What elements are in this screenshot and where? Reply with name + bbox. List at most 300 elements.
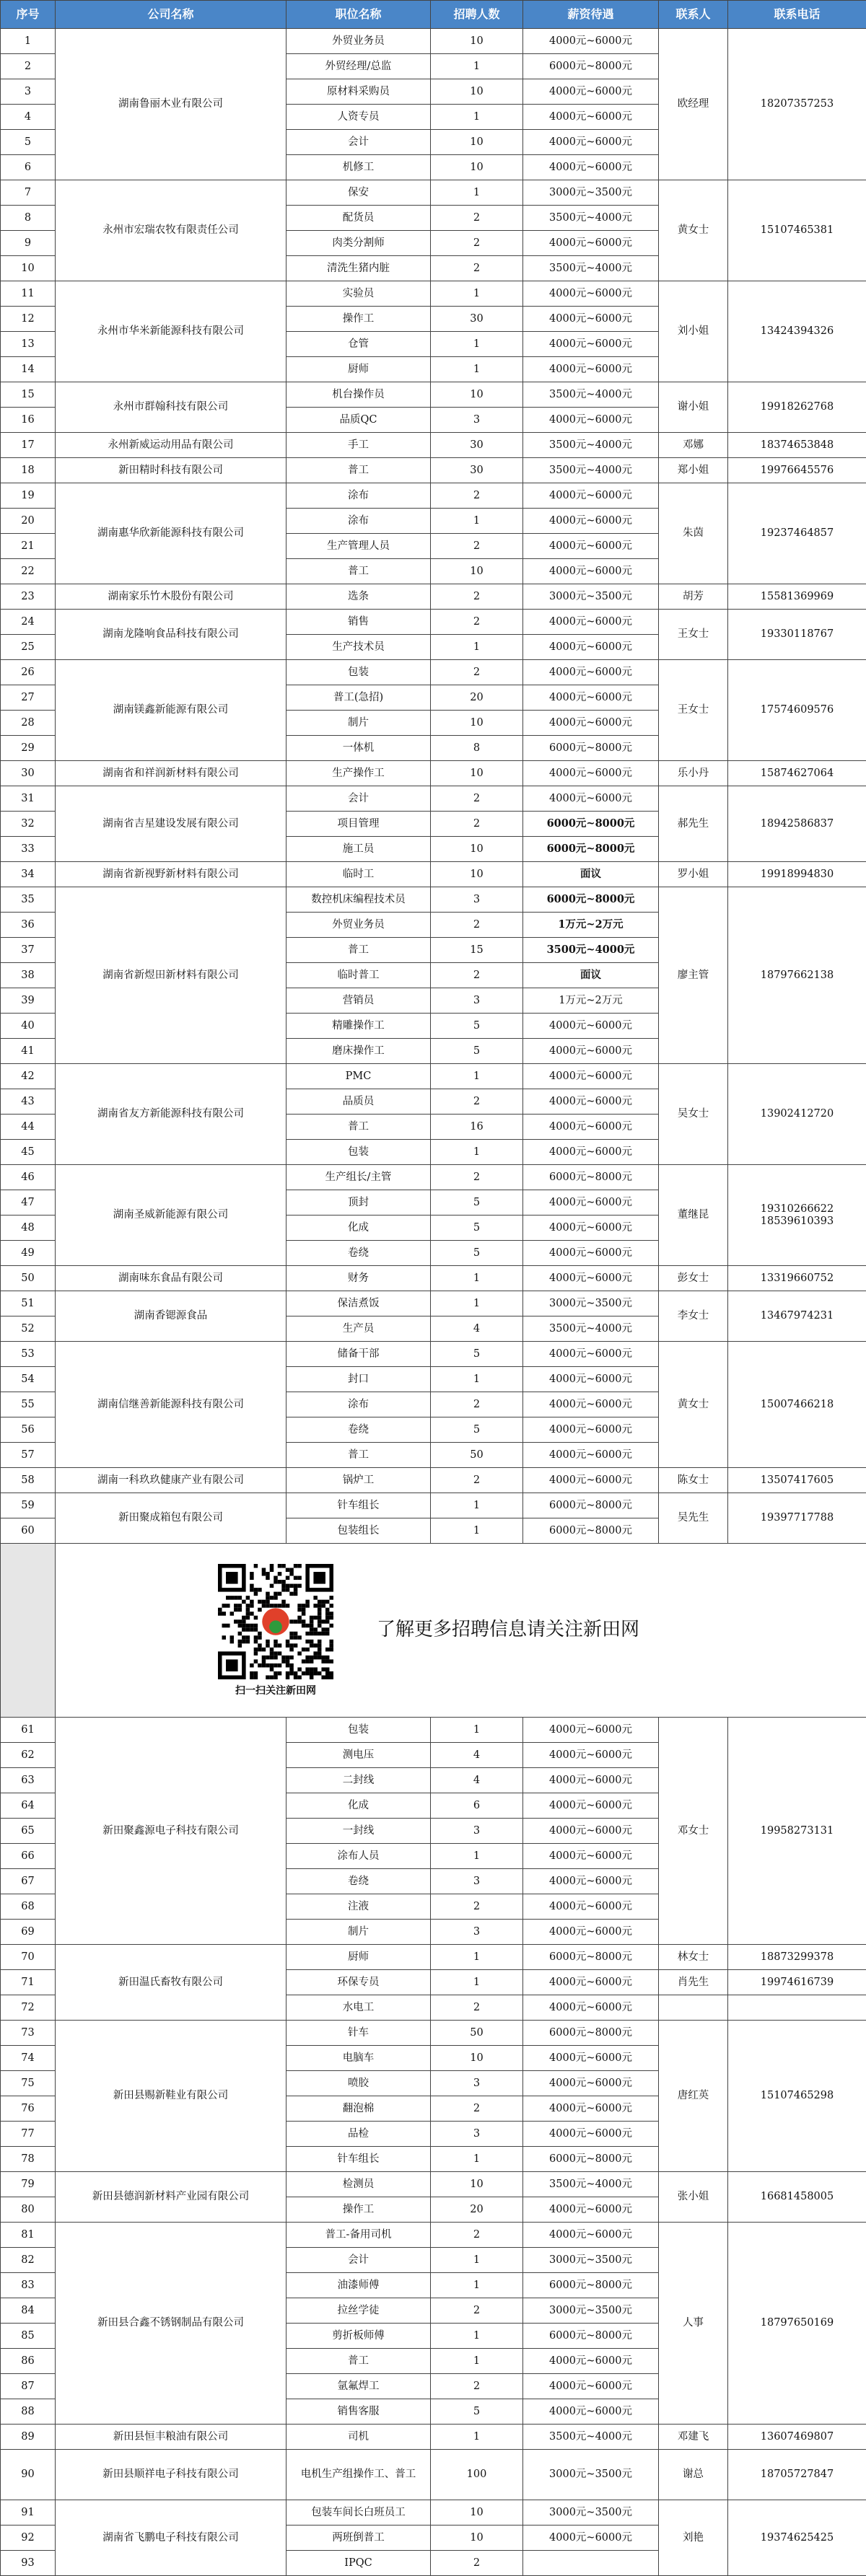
company-name: 湖南家乐竹木股份有限公司 — [56, 584, 287, 610]
table-row — [1, 786, 866, 812]
job-title: 剪折板师傅 — [287, 2324, 431, 2349]
company-name: 湖南镁鑫新能源有限公司 — [56, 660, 287, 761]
job-title: 涂布 — [287, 483, 431, 509]
company-name: 新田精时科技有限公司 — [56, 458, 287, 483]
job-title: 品检 — [287, 2122, 431, 2147]
contact-person: 李女士 — [659, 1291, 728, 1342]
job-title: 针车组长 — [287, 1493, 431, 1518]
table-row — [1, 29, 866, 54]
salary: 3000元~3500元 — [523, 584, 659, 610]
contact-person: 陈女士 — [659, 1468, 728, 1493]
contact-person: 吴先生 — [659, 1493, 728, 1544]
contact-phone: 15107465298 — [728, 2021, 866, 2172]
salary: 6000元~8000元 — [523, 54, 659, 79]
contact-phone: 13902412720 — [728, 1064, 866, 1165]
company-name: 新田县赐新鞋业有限公司 — [56, 2021, 287, 2172]
contact-person: 邓女士 — [659, 1718, 728, 1945]
job-title: 针车组长 — [287, 2147, 431, 2172]
job-title: 营销员 — [287, 988, 431, 1014]
table-row — [1, 1468, 866, 1493]
salary: 4000元~6000元 — [523, 2197, 659, 2223]
headcount: 2 — [431, 231, 523, 256]
row-number: 50 — [1, 1266, 56, 1291]
row-number: 27 — [1, 685, 56, 711]
headcount: 2 — [431, 913, 523, 938]
headcount: 1 — [431, 2147, 523, 2172]
row-number: 64 — [1, 1793, 56, 1819]
job-title: 厨师 — [287, 1945, 431, 1970]
salary: 4000元~6000元 — [523, 1743, 659, 1768]
salary: 3500元~4000元 — [523, 458, 659, 483]
headcount: 5 — [431, 1342, 523, 1367]
headcount: 2 — [431, 2096, 523, 2122]
job-title: 电机生产组操作工、普工 — [287, 2450, 431, 2500]
job-title: 制片 — [287, 1920, 431, 1945]
salary: 6000元~8000元 — [523, 2324, 659, 2349]
contact-phone: 19974616739 — [728, 1970, 866, 1995]
headcount: 1 — [431, 1064, 523, 1089]
salary: 4000元~6000元 — [523, 2349, 659, 2374]
headcount: 1 — [431, 281, 523, 307]
job-title: 会计 — [287, 2248, 431, 2273]
row-number: 80 — [1, 2197, 56, 2223]
row-number: 34 — [1, 862, 56, 887]
headcount: 1 — [431, 635, 523, 660]
salary: 4000元~6000元 — [523, 1266, 659, 1291]
headcount: 2 — [431, 1995, 523, 2021]
headcount: 1 — [431, 54, 523, 79]
table-row — [1, 1945, 866, 1970]
contact-person: 胡芳 — [659, 584, 728, 610]
row-number: 78 — [1, 2147, 56, 2172]
salary: 3000元~3500元 — [523, 180, 659, 206]
row-number: 44 — [1, 1115, 56, 1140]
contact-phone: 16681458005 — [728, 2172, 866, 2223]
headcount: 1 — [431, 1140, 523, 1165]
headcount: 1 — [431, 332, 523, 357]
contact-phone: 19958273131 — [728, 1718, 866, 1945]
row-number: 18 — [1, 458, 56, 483]
qr-block — [204, 1564, 348, 1697]
banner-cell — [56, 1544, 866, 1718]
header-cell: 联系人 — [659, 1, 728, 29]
table-row — [1, 2172, 866, 2197]
company-name: 新田聚鑫源电子科技有限公司 — [56, 1718, 287, 1945]
job-title: IPQC — [287, 2551, 431, 2576]
salary: 面议 — [523, 862, 659, 887]
headcount: 10 — [431, 559, 523, 584]
contact-person: 人事 — [659, 2223, 728, 2425]
headcount: 1 — [431, 2324, 523, 2349]
row-number: 41 — [1, 1039, 56, 1064]
job-title: 保洁煮饭 — [287, 1291, 431, 1316]
salary: 4000元~6000元 — [523, 1417, 659, 1443]
qr-caption: 扫一扫关注新田网 — [235, 1685, 316, 1697]
company-name: 湖南省飞鹏电子科技有限公司 — [56, 2500, 287, 2576]
row-number: 89 — [1, 2425, 56, 2450]
table-row — [1, 1342, 866, 1367]
salary: 4000元~6000元 — [523, 1793, 659, 1819]
company-name: 湖南省友方新能源科技有限公司 — [56, 1064, 287, 1165]
row-number: 24 — [1, 610, 56, 635]
contact-person: 邓建飞 — [659, 2425, 728, 2450]
row-number: 8 — [1, 206, 56, 231]
headcount: 6 — [431, 1793, 523, 1819]
salary: 4000元~6000元 — [523, 1064, 659, 1089]
headcount: 2 — [431, 206, 523, 231]
contact-phone: 19397717788 — [728, 1493, 866, 1544]
job-title: 财务 — [287, 1266, 431, 1291]
salary: 4000元~6000元 — [523, 2223, 659, 2248]
row-number: 17 — [1, 433, 56, 458]
job-title: 水电工 — [287, 1995, 431, 2021]
row-number: 14 — [1, 357, 56, 382]
salary: 4000元~6000元 — [523, 559, 659, 584]
job-title: 普工(急招) — [287, 685, 431, 711]
headcount: 1 — [431, 1844, 523, 1869]
company-name: 永州市宏瑞农牧有限责任公司 — [56, 180, 287, 281]
headcount: 10 — [431, 382, 523, 408]
contact-person: 黄女士 — [659, 180, 728, 281]
salary: 4000元~6000元 — [523, 1718, 659, 1743]
job-title: 临时普工 — [287, 963, 431, 988]
job-title: 普工 — [287, 1443, 431, 1468]
contact-phone: 18873299378 — [728, 1945, 866, 1970]
table-row — [1, 281, 866, 307]
salary: 4000元~6000元 — [523, 1342, 659, 1367]
contact-person — [659, 1995, 728, 2021]
job-title: 包装组长 — [287, 1518, 431, 1544]
contact-phone: 15107465381 — [728, 180, 866, 281]
row-number: 69 — [1, 1920, 56, 1945]
salary: 6000元~8000元 — [523, 887, 659, 913]
headcount: 5 — [431, 1190, 523, 1216]
job-title: 卷绕 — [287, 1869, 431, 1894]
job-title: 销售客服 — [287, 2399, 431, 2425]
row-number: 68 — [1, 1894, 56, 1920]
salary: 3500元~4000元 — [523, 206, 659, 231]
row-number: 65 — [1, 1819, 56, 1844]
salary: 4000元~6000元 — [523, 79, 659, 105]
salary: 3500元~4000元 — [523, 1316, 659, 1342]
salary: 4000元~6000元 — [523, 1115, 659, 1140]
row-number: 61 — [1, 1718, 56, 1743]
job-title: 操作工 — [287, 2197, 431, 2223]
table-row — [1, 1165, 866, 1190]
header-cell: 公司名称 — [56, 1, 287, 29]
header-cell: 职位名称 — [287, 1, 431, 29]
salary: 4000元~6000元 — [523, 1768, 659, 1793]
row-number: 83 — [1, 2273, 56, 2298]
contact-person: 乐小丹 — [659, 761, 728, 786]
row-number: 26 — [1, 660, 56, 685]
salary: 4000元~6000元 — [523, 1819, 659, 1844]
table-row — [1, 862, 866, 887]
salary: 4000元~6000元 — [523, 408, 659, 433]
row-number: 88 — [1, 2399, 56, 2425]
company-name: 湖南信继善新能源科技有限公司 — [56, 1342, 287, 1468]
headcount: 4 — [431, 1316, 523, 1342]
table-row — [1, 761, 866, 786]
salary: 4000元~6000元 — [523, 635, 659, 660]
job-title: 保安 — [287, 180, 431, 206]
salary: 3500元~4000元 — [523, 433, 659, 458]
job-title: 喷胶 — [287, 2071, 431, 2096]
salary: 4000元~6000元 — [523, 231, 659, 256]
contact-person: 王女士 — [659, 610, 728, 660]
headcount: 1 — [431, 509, 523, 534]
table-row — [1, 660, 866, 685]
headcount: 1 — [431, 1970, 523, 1995]
job-title: 普工-备用司机 — [287, 2223, 431, 2248]
contact-phone: 19976645576 — [728, 458, 866, 483]
headcount: 10 — [431, 2046, 523, 2071]
row-number: 22 — [1, 559, 56, 584]
salary: 4000元~6000元 — [523, 483, 659, 509]
job-title: 化成 — [287, 1793, 431, 1819]
headcount: 2 — [431, 660, 523, 685]
job-title: 针车 — [287, 2021, 431, 2046]
headcount: 1 — [431, 2349, 523, 2374]
table-row — [1, 2450, 866, 2500]
headcount: 16 — [431, 1115, 523, 1140]
job-title: 原材料采购员 — [287, 79, 431, 105]
header-row — [1, 1, 866, 29]
job-title: 手工 — [287, 433, 431, 458]
company-name: 新田县德润新材料产业园有限公司 — [56, 2172, 287, 2223]
row-number: 16 — [1, 408, 56, 433]
headcount: 2 — [431, 786, 523, 812]
contact-person: 郑小姐 — [659, 458, 728, 483]
job-title: 普工 — [287, 2349, 431, 2374]
row-number: 86 — [1, 2349, 56, 2374]
headcount: 4 — [431, 1768, 523, 1793]
salary: 4000元~6000元 — [523, 1844, 659, 1869]
job-title: 厨师 — [287, 357, 431, 382]
headcount: 8 — [431, 736, 523, 761]
salary: 6000元~8000元 — [523, 736, 659, 761]
job-title: 肉类分割师 — [287, 231, 431, 256]
job-title: 清洗生猪内脏 — [287, 256, 431, 281]
job-title: PMC — [287, 1064, 431, 1089]
job-title: 生产管理人员 — [287, 534, 431, 559]
table-row — [1, 458, 866, 483]
job-title: 拉丝学徒 — [287, 2298, 431, 2324]
headcount: 100 — [431, 2450, 523, 2500]
headcount: 5 — [431, 1039, 523, 1064]
row-number: 56 — [1, 1417, 56, 1443]
headcount: 5 — [431, 2399, 523, 2425]
job-title: 普工 — [287, 938, 431, 963]
row-number: 82 — [1, 2248, 56, 2273]
company-name: 永州新威运动用品有限公司 — [56, 433, 287, 458]
contact-person: 林女士 — [659, 1945, 728, 1970]
headcount: 3 — [431, 1920, 523, 1945]
job-title: 油漆师傅 — [287, 2273, 431, 2298]
banner-blank-cell — [1, 1544, 56, 1718]
row-number: 81 — [1, 2223, 56, 2248]
salary: 4000元~6000元 — [523, 2399, 659, 2425]
row-number: 20 — [1, 509, 56, 534]
headcount: 2 — [431, 256, 523, 281]
salary: 4000元~6000元 — [523, 332, 659, 357]
headcount: 20 — [431, 685, 523, 711]
salary: 4000元~6000元 — [523, 534, 659, 559]
headcount: 2 — [431, 812, 523, 837]
job-title: 包装 — [287, 660, 431, 685]
company-name: 新田县恒丰粮油有限公司 — [56, 2425, 287, 2450]
row-number: 37 — [1, 938, 56, 963]
salary: 4000元~6000元 — [523, 307, 659, 332]
headcount: 30 — [431, 458, 523, 483]
row-number: 51 — [1, 1291, 56, 1316]
contact-phone: 15581369969 — [728, 584, 866, 610]
contact-person: 唐红英 — [659, 2021, 728, 2172]
headcount: 10 — [431, 29, 523, 54]
salary: 6000元~8000元 — [523, 1945, 659, 1970]
salary: 4000元~6000元 — [523, 105, 659, 130]
contact-person: 刘小姐 — [659, 281, 728, 382]
row-number: 36 — [1, 913, 56, 938]
salary: 4000元~6000元 — [523, 1894, 659, 1920]
row-number: 49 — [1, 1241, 56, 1266]
job-title: 会计 — [287, 130, 431, 155]
headcount: 20 — [431, 2197, 523, 2223]
headcount: 2 — [431, 1392, 523, 1417]
salary: 4000元~6000元 — [523, 1367, 659, 1392]
row-number: 1 — [1, 29, 56, 54]
company-name: 新田聚成箱包有限公司 — [56, 1493, 287, 1544]
job-title: 卷绕 — [287, 1241, 431, 1266]
row-number: 42 — [1, 1064, 56, 1089]
job-title: 二封线 — [287, 1768, 431, 1793]
headcount: 10 — [431, 2172, 523, 2197]
row-number: 39 — [1, 988, 56, 1014]
contact-person: 黄女士 — [659, 1342, 728, 1468]
salary: 6000元~8000元 — [523, 837, 659, 862]
table-row — [1, 584, 866, 610]
salary: 4000元~6000元 — [523, 1468, 659, 1493]
contact-person: 张小姐 — [659, 2172, 728, 2223]
row-number: 92 — [1, 2526, 56, 2551]
salary: 4000元~6000元 — [523, 1014, 659, 1039]
row-number: 84 — [1, 2298, 56, 2324]
contact-phone: 19374625425 — [728, 2500, 866, 2576]
salary: 4000元~6000元 — [523, 610, 659, 635]
headcount: 2 — [431, 2223, 523, 2248]
job-title: 电脑车 — [287, 2046, 431, 2071]
company-name: 新田温氏畜牧有限公司 — [56, 1945, 287, 2021]
header-cell: 招聘人数 — [431, 1, 523, 29]
table-row — [1, 483, 866, 509]
salary: 3500元~4000元 — [523, 382, 659, 408]
headcount: 10 — [431, 761, 523, 786]
company-name: 永州市群翰科技有限公司 — [56, 382, 287, 433]
contact-person: 吴女士 — [659, 1064, 728, 1165]
salary: 3500元~4000元 — [523, 938, 659, 963]
table-row — [1, 2223, 866, 2248]
salary: 4000元~6000元 — [523, 685, 659, 711]
row-number: 52 — [1, 1316, 56, 1342]
contact-phone: 19310266622 18539610393 — [728, 1165, 866, 1266]
headcount: 4 — [431, 1743, 523, 1768]
headcount: 1 — [431, 1291, 523, 1316]
row-number: 76 — [1, 2096, 56, 2122]
row-number: 72 — [1, 1995, 56, 2021]
salary: 4000元~6000元 — [523, 1140, 659, 1165]
headcount: 15 — [431, 938, 523, 963]
headcount: 50 — [431, 1443, 523, 1468]
salary: 4000元~6000元 — [523, 509, 659, 534]
row-number: 28 — [1, 711, 56, 736]
row-number: 60 — [1, 1518, 56, 1544]
job-title: 包装车间长白班员工 — [287, 2500, 431, 2526]
table-row — [1, 1718, 866, 1743]
salary: 3500元~4000元 — [523, 256, 659, 281]
row-number: 15 — [1, 382, 56, 408]
salary: 3000元~3500元 — [523, 2500, 659, 2526]
headcount: 10 — [431, 837, 523, 862]
salary: 4000元~6000元 — [523, 2526, 659, 2551]
headcount: 3 — [431, 887, 523, 913]
headcount: 2 — [431, 1165, 523, 1190]
job-title: 机修工 — [287, 155, 431, 180]
job-title: 操作工 — [287, 307, 431, 332]
row-number: 66 — [1, 1844, 56, 1869]
contact-phone: 15874627064 — [728, 761, 866, 786]
headcount: 2 — [431, 534, 523, 559]
job-title: 磨床操作工 — [287, 1039, 431, 1064]
job-title: 普工 — [287, 1115, 431, 1140]
salary — [523, 2551, 659, 2576]
row-number: 93 — [1, 2551, 56, 2576]
headcount: 10 — [431, 2526, 523, 2551]
table-row — [1, 1291, 866, 1316]
salary: 3000元~3500元 — [523, 2248, 659, 2273]
contact-person: 罗小姐 — [659, 862, 728, 887]
row-number: 7 — [1, 180, 56, 206]
salary: 1万元~2万元 — [523, 988, 659, 1014]
contact-phone: 18797662138 — [728, 887, 866, 1064]
contact-phone — [728, 1995, 866, 2021]
table-row — [1, 610, 866, 635]
job-title: 涂布人员 — [287, 1844, 431, 1869]
job-title: 制片 — [287, 711, 431, 736]
row-number: 33 — [1, 837, 56, 862]
headcount: 10 — [431, 79, 523, 105]
row-number: 59 — [1, 1493, 56, 1518]
job-title: 两班倒普工 — [287, 2526, 431, 2551]
company-name: 新田县合鑫不锈钢制品有限公司 — [56, 2223, 287, 2425]
headcount: 50 — [431, 2021, 523, 2046]
row-number: 90 — [1, 2450, 56, 2500]
salary: 1万元~2万元 — [523, 913, 659, 938]
headcount: 1 — [431, 1945, 523, 1970]
row-number: 85 — [1, 2324, 56, 2349]
salary: 面议 — [523, 963, 659, 988]
row-number: 4 — [1, 105, 56, 130]
qr-code-icon — [218, 1564, 333, 1679]
salary: 4000元~6000元 — [523, 1241, 659, 1266]
salary: 4000元~6000元 — [523, 1970, 659, 1995]
headcount: 5 — [431, 1014, 523, 1039]
headcount: 3 — [431, 1869, 523, 1894]
table-row — [1, 887, 866, 913]
row-number: 47 — [1, 1190, 56, 1216]
contact-person: 郝先生 — [659, 786, 728, 862]
job-title: 卷绕 — [287, 1417, 431, 1443]
job-title: 外贸业务员 — [287, 913, 431, 938]
